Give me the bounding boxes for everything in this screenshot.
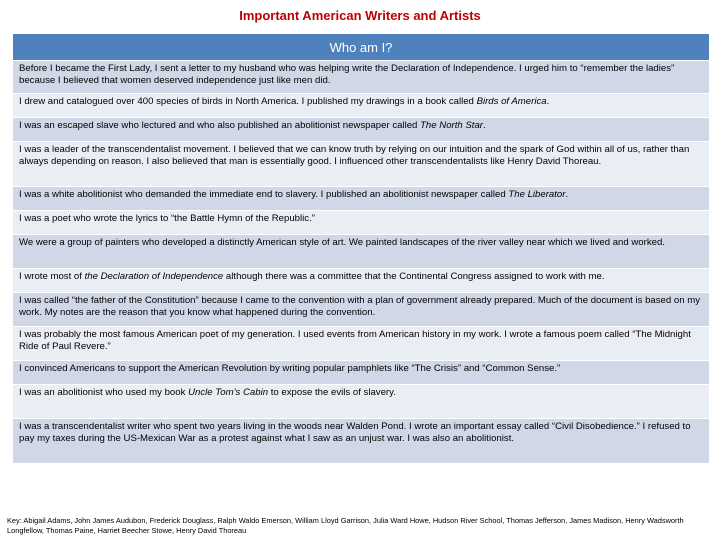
clue-cell xyxy=(13,142,710,187)
clue-text: I was a poet who wrote the lyrics to “the Battle Hymn of the Republic.” xyxy=(19,213,315,224)
clue-cell xyxy=(13,327,710,361)
clue-cell xyxy=(13,235,710,269)
table-row xyxy=(13,61,710,94)
clue-text: . xyxy=(482,120,486,131)
clue-cell xyxy=(13,187,710,211)
clue-text: although there was a committee that the Continental Congress assigned to work with me. xyxy=(223,271,605,282)
clue-title-italic: Birds of America xyxy=(476,96,547,107)
clue-cell xyxy=(13,94,710,118)
clue-cell xyxy=(13,269,710,293)
table-row xyxy=(13,211,710,235)
clue-title-italic: The Liberator xyxy=(508,189,566,200)
clue-cell xyxy=(13,361,710,385)
answer-key: Key: Abigail Adams, John James Audubon, Frederick Douglass, Ralph Waldo Emerson, William Lloyd Garrison, Julia Ward Howe, Hudson River School, Thomas Jefferson, James Madison, Henry Wadsworth Longfellow, Thomas Paine, Harriet Beecher Stowe, Henry David Thoreau xyxy=(7,516,684,535)
clue-title-italic: Uncle Tom’s Cabin xyxy=(188,387,269,398)
clue-text: I wrote most of xyxy=(19,271,85,282)
clue-text: I was an abolitionist who used my book xyxy=(19,387,189,398)
clue-text: I convinced Americans to support the American Revolution by writing popular pamphlets like “The Crisis” and “Common Sense.” xyxy=(19,363,561,374)
table-row xyxy=(13,235,710,269)
clue-text: I was a leader of the transcendentalist movement. I believed that we can know truth by relying on our intuition and the spark of God within all of us, rather than always depending on reason. I also believed that man is essentially good. I influenced other transcendentalists like Henry David Thoreau. xyxy=(19,144,690,167)
clue-text: I was a white abolitionist who demanded the immediate end to slavery. I published an abolitionist newspaper called xyxy=(19,189,509,200)
clue-text: I was called “the father of the Constitution” because I came to the convention with a plan of government already prepared. Much of the document is based on my work. My notes are the reason that you know what happened during the convention. xyxy=(19,295,701,318)
table-row xyxy=(13,187,710,211)
clue-cell xyxy=(13,118,710,142)
table-row xyxy=(13,385,710,419)
table-row xyxy=(13,419,710,464)
clue-title-italic: the Declaration of Independence xyxy=(84,271,224,282)
page-title: Important American Writers and Artists xyxy=(239,8,481,23)
clue-cell xyxy=(13,385,710,419)
clue-cell xyxy=(13,419,710,464)
table-row xyxy=(13,327,710,361)
table-row xyxy=(13,118,710,142)
clue-cell xyxy=(13,61,710,94)
clue-text: I was probably the most famous American poet of my generation. I used events from American history in my work. I wrote a famous poem called “The Midnight Ride of Paul Revere.” xyxy=(19,329,691,352)
table-row xyxy=(13,361,710,385)
table-row xyxy=(13,293,710,327)
table-row xyxy=(13,142,710,187)
clue-text: I was a transcendentalist writer who spent two years living in the woods near Walden Pond. I wrote an important essay called “Civil Disobedience.” I refused to pay my taxes during the US-Mexican War as a protest against what I saw as an unjust war. I was also an abolitionist. xyxy=(19,421,691,444)
clue-text: to expose the evils of slavery. xyxy=(268,387,396,398)
clue-text: I was an escaped slave who lectured and who also published an abolitionist newspaper called xyxy=(19,120,421,131)
who-am-i-table xyxy=(12,33,710,464)
clue-text: . xyxy=(546,96,550,107)
table-body xyxy=(13,61,710,464)
table-row xyxy=(13,269,710,293)
clue-text: . xyxy=(565,189,569,200)
clue-text: Before I became the First Lady, I sent a letter to my husband who was helping write the Declaration of Independence. I urged him to “remember the ladies” because I believed that women deserved independence just like men did. xyxy=(19,63,675,86)
table-header-row xyxy=(13,34,710,61)
table-row xyxy=(13,94,710,118)
clue-text: I drew and catalogued over 400 species of birds in North America. I published my drawings in a book called xyxy=(19,96,477,107)
clue-text: We were a group of painters who developed a distinctly American style of art. We painted landscapes of the river valley near which we lived and worked. xyxy=(19,237,665,248)
clue-cell xyxy=(13,211,710,235)
clue-title-italic: The North Star xyxy=(420,120,483,131)
table-header: Who am I? xyxy=(13,34,710,61)
clue-cell xyxy=(13,293,710,327)
